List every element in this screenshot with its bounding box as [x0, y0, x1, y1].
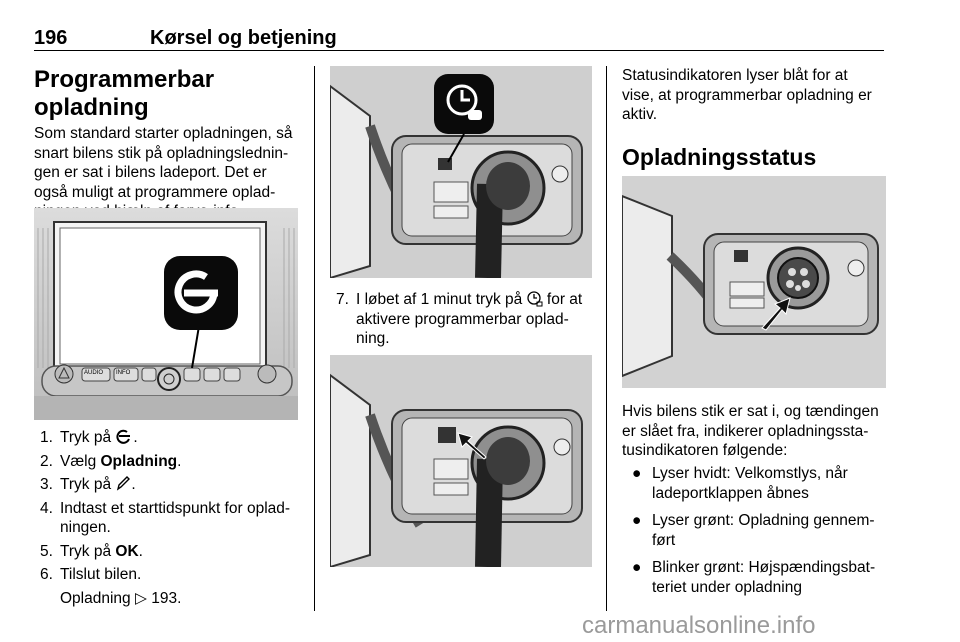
section-title: Programmerbar opladning	[34, 66, 215, 121]
status-bullet-list	[622, 464, 888, 605]
column-divider	[314, 66, 315, 611]
text-line: Statusindikatoren lyser blåt for at	[622, 67, 848, 84]
section-heading: Opladningsstatus	[622, 143, 817, 170]
text-line: aktiv.	[622, 106, 658, 123]
page-header	[34, 25, 884, 51]
step-number: 5.	[40, 542, 53, 560]
clock-plug-icon	[527, 291, 543, 307]
step-number: 1.	[40, 429, 53, 446]
step-text: aktivere programmerbar oplad-	[356, 310, 569, 328]
step-text: I løbet af 1 minut tryk på	[356, 291, 523, 308]
text-line: vise, at programmerbar opladning er	[622, 86, 872, 104]
step-number: 7.	[336, 291, 349, 308]
watermark: carmanualsonline.info	[582, 612, 816, 639]
steps-list	[34, 428, 300, 612]
bullet-text: Lyser hvidt: Velkomstlys, når	[652, 465, 848, 482]
bullet-text: ført	[652, 531, 676, 549]
text-line: snart bilens stik på opladningslednin-	[34, 144, 289, 162]
charge-cycle-icon	[115, 428, 133, 444]
step-item	[34, 428, 300, 448]
crossref-page: 193.	[151, 589, 182, 607]
step-text: Tilslut bilen.	[60, 566, 142, 583]
bullet-dot: ●	[632, 465, 642, 482]
step-item	[34, 452, 300, 472]
step-text: Tryk på	[60, 542, 112, 560]
step-item	[34, 499, 300, 538]
infotainment-figure	[34, 208, 298, 420]
list-item	[622, 558, 888, 597]
column-3	[622, 66, 888, 171]
step-item	[34, 475, 300, 495]
step-7	[330, 290, 592, 353]
text-line: tusindikatoren følgende:	[622, 442, 788, 459]
bullet-text: ladeportklappen åbnes	[652, 484, 809, 502]
step-text: Indtast et starttidspunkt for oplad-	[60, 499, 291, 517]
step-suffix: .	[177, 452, 182, 470]
text-line: gen er sat i bilens ladeport. Det er	[34, 164, 267, 181]
bullet-text: Blinker grønt: Højspændingsbat-	[652, 559, 876, 576]
step-number: 3.	[40, 476, 53, 493]
step-bold: Opladning	[100, 452, 178, 470]
chapter-title: Kørsel og betjening	[150, 27, 337, 49]
step-text: Vælg	[60, 452, 97, 470]
bullet-dot: ●	[632, 559, 642, 576]
column-divider	[606, 66, 607, 611]
step-text: ning.	[356, 330, 390, 347]
indicator-paragraph	[622, 402, 888, 461]
info-button-label: INFO	[116, 370, 131, 376]
step-item	[330, 290, 592, 349]
step-text: Tryk på	[60, 429, 112, 446]
text-line: Hvis bilens stik er sat i, og tændingen	[622, 403, 879, 420]
bullet-text: teriet under opladning	[652, 578, 802, 596]
cross-reference[interactable]	[34, 589, 300, 609]
text-line: er slået fra, indikerer opladningssta-	[622, 422, 869, 440]
text-line: Som standard starter opladningen, så	[34, 125, 293, 142]
audio-button-label: AUDIO	[84, 370, 104, 376]
bullet-text: Lyser grønt: Opladning gennem-	[652, 512, 875, 529]
text-line: også muligt at programmere oplad-	[34, 183, 276, 201]
step-bold: OK	[115, 542, 139, 560]
step-text: ningen.	[60, 519, 111, 536]
arrow-ref-icon: ▷	[134, 589, 147, 607]
step-item	[34, 542, 300, 562]
step-number: 4.	[40, 499, 53, 517]
step-suffix: .	[131, 476, 136, 493]
list-item	[622, 511, 888, 550]
pencil-icon	[115, 475, 131, 491]
list-item	[622, 464, 888, 503]
step-number: 6.	[40, 566, 53, 583]
step-number: 2.	[40, 452, 53, 470]
bullet-dot: ●	[632, 512, 642, 529]
page-number: 196	[34, 27, 68, 49]
charge-port-figure-2	[330, 355, 592, 567]
crossref-text: Opladning	[60, 589, 131, 607]
charge-port-figure-1	[330, 66, 592, 278]
step-text: for at	[546, 291, 583, 308]
charge-port-figure-3	[622, 176, 886, 388]
step-suffix: .	[138, 542, 143, 560]
step-suffix: .	[133, 429, 138, 446]
step-item	[34, 565, 300, 585]
step-text: Tryk på	[60, 476, 112, 493]
